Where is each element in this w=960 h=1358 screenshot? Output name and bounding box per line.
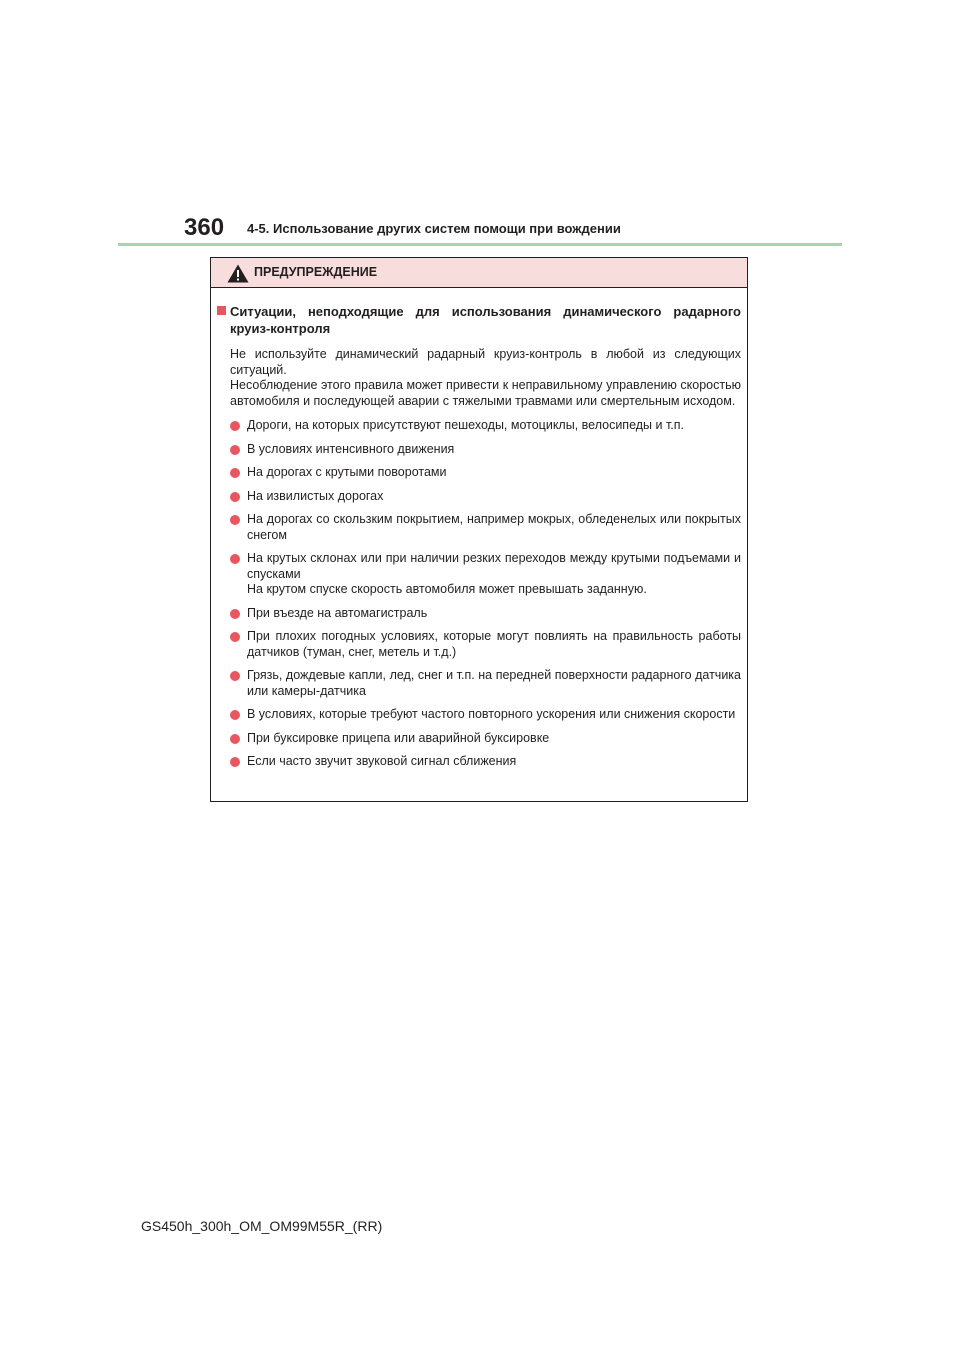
bullet-dot-icon — [230, 734, 240, 744]
list-item-text: На крутых склонах или при наличии резких переходов между крутыми подъемами и спусками — [247, 551, 741, 581]
warning-box — [210, 257, 748, 802]
list-item — [217, 754, 741, 770]
intro-text-1: Не используйте динамический радарный круиз-контроль в любой из следующих ситуаций. — [230, 347, 741, 377]
list-item-text: При буксировке прицепа или аварийной буксировке — [247, 730, 550, 745]
warning-title: ПРЕДУПРЕЖДЕНИЕ — [254, 265, 378, 279]
bullet-dot-icon — [230, 757, 240, 767]
intro-text-2: Несоблюдение этого правила может привести к неправильному управлению скоростью автомобиля и последующей аварии с тяжелыми травмами или смертельным исходом. — [230, 378, 741, 408]
list-item-text: На дорогах со скользким покрытием, например мокрых, обледенелых или покрытых снегом — [247, 512, 741, 542]
bullet-dot-icon — [230, 632, 240, 642]
header-divider — [118, 243, 842, 246]
bullet-dot-icon — [230, 671, 240, 681]
list-item — [217, 707, 741, 723]
list-item-text: При плохих погодных условиях, которые могут повлиять на правильность работы датчиков (туман, снег, метель и т.д.) — [247, 629, 741, 659]
list-item-text: В условиях, которые требуют частого повторного ускорения или снижения скорости — [247, 707, 736, 721]
list-item — [217, 442, 741, 458]
list-item-text: Грязь, дождевые капли, лед, снег и т.п. на передней поверхности радарного датчика или камеры-датчика — [247, 668, 741, 698]
list-item — [217, 465, 741, 481]
list-item-text: В условиях интенсивного движения — [247, 441, 455, 456]
list-item-note: На крутом спуске скорость автомобиля может превышать заданную. — [247, 582, 647, 596]
square-bullet-icon — [217, 306, 226, 315]
page-number: 360 — [184, 214, 225, 241]
condition-heading-text: Ситуации, неподходящие для использования динамического радарного круиз-контроля — [230, 304, 741, 336]
list-item-text: Если часто звучит звуковой сигнал сближения — [247, 754, 517, 768]
list-item — [217, 551, 741, 598]
bullet-dot-icon — [230, 492, 240, 502]
list-item — [217, 629, 741, 660]
bullet-dot-icon — [230, 609, 240, 619]
list-item — [217, 418, 741, 434]
bullet-dot-icon — [230, 468, 240, 478]
list-item — [217, 668, 741, 699]
warning-body — [211, 288, 747, 770]
warning-triangle-icon — [227, 264, 249, 283]
list-item-text: При въезде на автомагистраль — [247, 605, 428, 620]
situation-list — [217, 418, 741, 770]
document-code: GS450h_300h_OM_OM99M55R_(RR) — [141, 1218, 383, 1234]
bullet-dot-icon — [230, 710, 240, 720]
list-item-text: На дорогах с крутыми поворотами — [247, 465, 447, 479]
bullet-dot-icon — [230, 445, 240, 455]
list-item — [217, 489, 741, 505]
warning-intro — [217, 347, 741, 409]
section-title: 4-5. Использование других систем помощи при вождении — [247, 221, 621, 236]
condition-heading — [217, 303, 741, 337]
list-item-text: Дороги, на которых присутствуют пешеходы, мотоциклы, велосипеды и т.п. — [247, 418, 685, 432]
warning-header — [211, 258, 747, 288]
list-item-text: На извилистых дорогах — [247, 488, 384, 503]
bullet-dot-icon — [230, 515, 240, 525]
bullet-dot-icon — [230, 421, 240, 431]
bullet-dot-icon — [230, 554, 240, 564]
list-item — [217, 606, 741, 622]
list-item — [217, 512, 741, 543]
list-item — [217, 731, 741, 747]
